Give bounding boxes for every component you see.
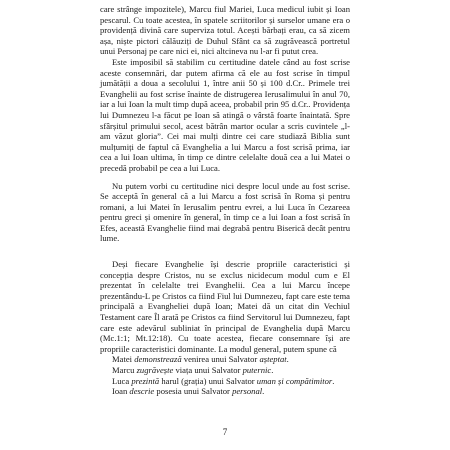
page-body <box>100 4 350 397</box>
list-item-luca: Luca prezintă harul (grația) unui Salvator uman și compătimitor. <box>112 375 335 386</box>
paragraph-3: Nu putem vorbi cu certitudine nici despre locul unde au fost scrise. Se acceptă în general că a lui Marcu a fost scrisă în Roma și pentru romani, a lui Matei în Ierusalim pentru evrei, a lui Luca în Cezareea pentru greci și omenire în general, în timp ce a lui Ioan a fost scrisă în Efes, această Evanghelie fiind mai degrabă pentru Biserică decât pentru lume. <box>100 180 350 244</box>
paragraph-2: Este imposibil să stabilim cu certitudine datele când au fost scrise aceste consemnări, dar putem afirma că ele au fost scrise în timpul jumătății a doua a secolului 1, între anii 50 și 100 d.Cr.. Primele trei Evanghelii au fost scrise înainte de distrugerea Ierusalimului în anul 70, iar a lui Ioan la mult timp după aceea, probabil prin 95 d.Cr.. Providența lui Dumnezeu l-a făcut pe Ioan să atingă o vârstă foarte înaintată. Spre sfârșitul primului secol, acest bătrân martor ocular a scris cuvintele „l-am văzut gloria”. Cei mai mulți dintre cei care studiază Biblia sunt mulțumiți de faptul că Evanghelia a lui Marcu a fost scrisă prima, iar cea a lui Ioan ultima, în timp ce dintre celelalte două cea a lui Matei o precedă probabil pe cea a lui Luca. <box>100 56 350 173</box>
salvator-list <box>100 354 350 396</box>
paragraph-1: care strânge impozitele), Marcu fiul Mariei, Luca medicul iubit și Ioan pescarul. Cu toate acestea, în spatele scriitorilor și surselor umane era o providență divină care superviza totul. Acești bărbați erau, ca să zicem așa, niște pictori călăuziți de Duhul Sfânt ca să zugrăvească portretul unui Personaj pe care nici ei, nici altcineva nu l-ar fi putut crea. <box>100 4 350 57</box>
list-item-ioan: Ioan descrie posesia unui Salvator personal. <box>112 386 265 397</box>
list-item-matei: Matei demonstrează venirea unui Salvator așteptat. <box>112 354 289 365</box>
page-number: 7 <box>222 427 228 437</box>
paragraph-4: Deși fiecare Evanghelie își descrie propriile caracteristici și concepția despre Cristos, nu se exclus nicidecum modul cum e El prezentat în celelalte trei Evanghelii. Cea a lui Marcu începe prezentându-L pe Cristos ca fiind Fiul lui Dumnezeu, fapt care este tema principală a Evangheliei după Ioan; Matei dă un citat din Vechiul Testament care Îl arată pe Cristos ca fiind Servitorul lui Dumnezeu, fapt care este adevărul subliniat în principal de Evanghelia după Marcu (Mc.1:1; Mt.12:18). Cu toate acestea, fiecare consemnare își are propriile caracteristici dominante. La modul general, putem spune că <box>100 259 350 354</box>
list-item-marcu: Marcu zugrăvește viața unui Salvator puternic. <box>112 365 274 375</box>
